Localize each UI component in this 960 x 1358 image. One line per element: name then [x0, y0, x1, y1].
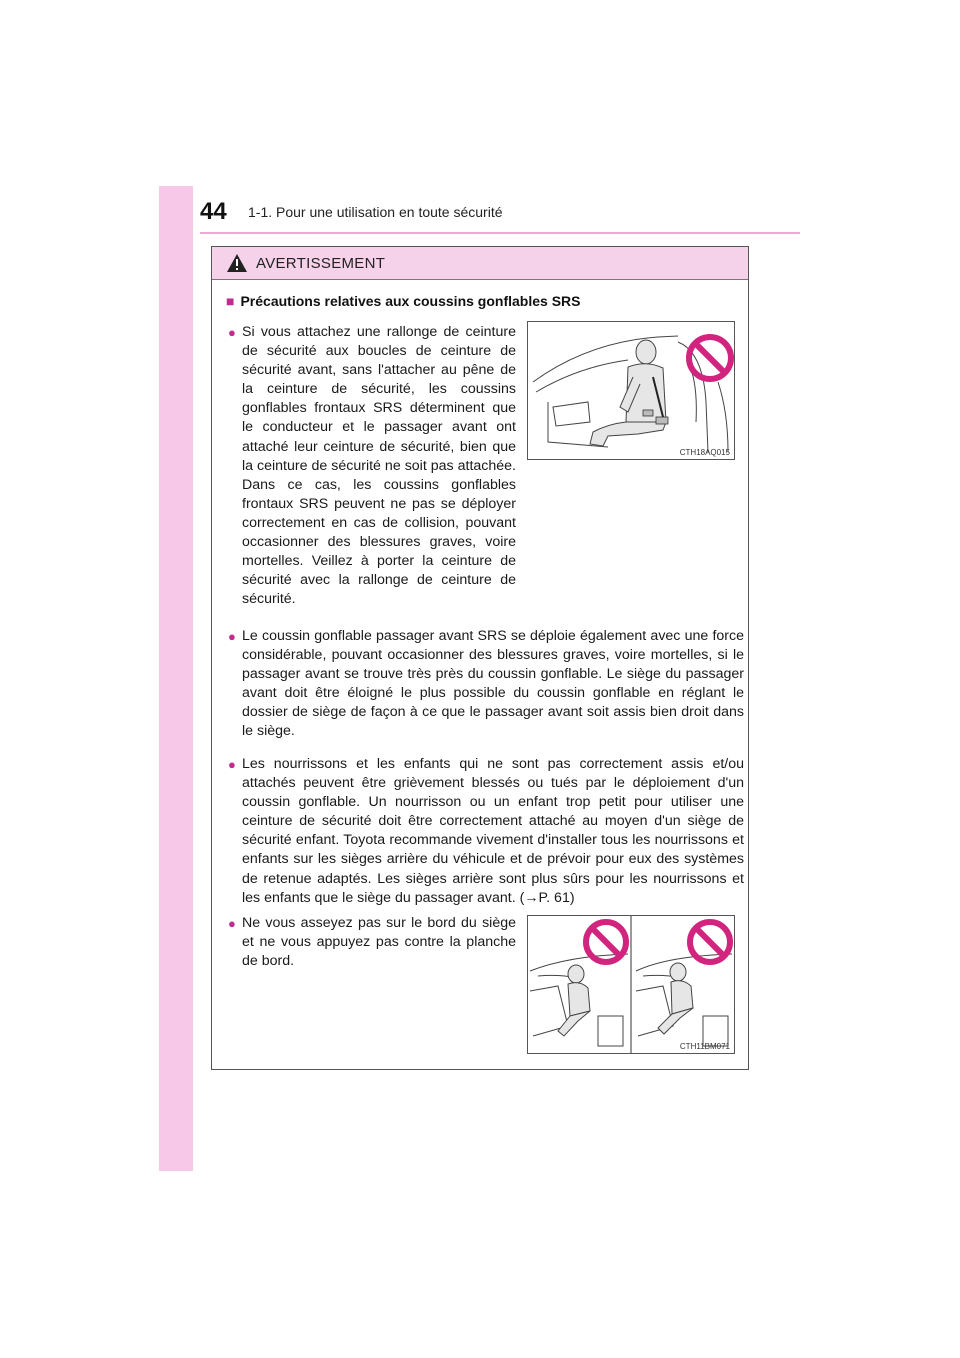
bullet-icon: ●	[228, 916, 236, 931]
page-number: 44	[200, 198, 227, 225]
warning-subheading	[226, 293, 580, 309]
seat-edge-illustration	[528, 916, 734, 1053]
car-interior-illustration	[528, 322, 734, 459]
warning-item-2: Le coussin gonflable passager avant SRS se déploie également avec une force considérable, pouvant occasionner des blessures graves, voire mortelles, si le passager avant se trouve très près du coussin gonflable. Le siège du passager avant doit être éloigné le plus possible du coussin gonflable en réglant le dossier de siège de façon à ce que le passager avant soit assis bien droit dans le siège.	[242, 628, 744, 740]
bullet-icon: ●	[228, 757, 236, 772]
subheading-text: Précautions relatives aux coussins gonflables SRS	[240, 293, 581, 309]
header-rule	[200, 232, 800, 234]
warning-item-4: Ne vous asseyez pas sur le bord du siège et ne vous appuyez pas contre la planche de bord.	[242, 915, 516, 970]
square-bullet-icon: ■	[226, 293, 235, 309]
warning-box	[211, 246, 749, 1070]
figure-code: CTH11BM071	[679, 1042, 730, 1051]
bullet-icon: ●	[228, 325, 236, 340]
warning-title: AVERTISSEMENT	[256, 254, 386, 272]
figure-code: CTH18AQ015	[679, 448, 730, 457]
no-symbol-icon	[690, 922, 730, 962]
no-symbol-icon	[586, 922, 626, 962]
section-title: 1-1. Pour une utilisation en toute sécurité	[248, 204, 503, 220]
figure-seatbelt-extender	[527, 321, 735, 460]
chapter-side-band	[159, 186, 193, 1171]
warning-item-1: Si vous attachez une rallonge de ceinture de sécurité aux boucles de ceinture de sécurité avant, sans l'attacher au pêne de la ceinture de sécurité, les coussins gonflables frontaux SRS déterminent que le conducteur et le passager avant ont attaché leur ceinture de sécurité, bien que la ceinture de sécurité ne soit pas attachée. Dans ce cas, les coussins gonflables frontaux SRS peuvent ne pas se déployer correctement en cas de collision, pouvant occasionner des blessures graves, voire mortelles. Veillez à porter la ceinture de sécurité avec la rallonge de ceinture de sécurité.	[242, 324, 516, 608]
figure-seat-edge	[527, 915, 735, 1054]
bullet-icon: ●	[228, 629, 236, 644]
warning-header	[212, 247, 748, 280]
warning-triangle-icon	[226, 253, 248, 273]
warning-item-3: Les nourrissons et les enfants qui ne sont pas correctement assis et/ou attachés peuvent être grièvement blessés ou tués par le déploiement d'un coussin gonflable. Un nourrisson ou un enfant trop petit pour utiliser une ceinture de sécurité doit être correctement attaché au moyen d'un siège de sécurité enfant. Toyota recommande vivement d'installer tous les nourrissons et enfants sur les sièges arrière du véhicule et de prévoir pour eux des systèmes de retenue adaptés. Les sièges arrière sont plus sûrs pour les nourrissons et les enfants que le siège du passager avant. (→P. 61)	[242, 756, 744, 906]
